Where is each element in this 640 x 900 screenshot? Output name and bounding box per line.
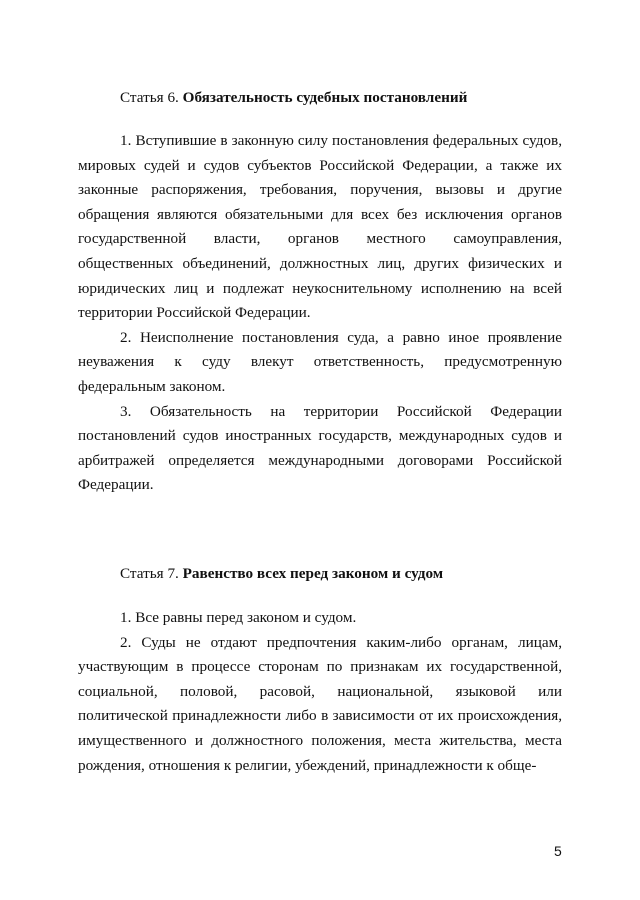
article-7-paragraph-2: 2. Суды не отдают предпочтения каким-либо органам, лицам, участвующим в процессе сторонам по признакам их государственной, социальной, половой, расовой, национальной, языковой или политической принадлежности либо в зависимости от их происхождения, имущественного и должностного положения, места жительства, места рождения, отношения к религии, убеждений, принадлежности к обще- (78, 633, 562, 774)
article-6-body (78, 129, 562, 498)
page-number: 5 (554, 843, 562, 859)
article-6-paragraph-1: 1. Вступившие в законную силу постановления федеральных судов, мировых судей и судов субъектов Российской Федерации, а также их законные распоряжения, требования, поручения, вызовы и другие обращения являются обязательными для всех без исключения органов государственной власти, органов местного самоуправления, общественных объединений, должностных лиц, других физических и юридических лиц и подлежат неукоснительному исполнению на всей территории Российской Федерации. (78, 132, 562, 322)
article-7-body (78, 606, 562, 778)
article-6-paragraph-2: 2. Неисполнение постановления суда, а равно иное проявление неуважения к суду влекут ответственность, предусмотренную федеральным законом. (78, 328, 562, 395)
article-6-heading (120, 88, 467, 108)
article-7-heading (120, 564, 443, 584)
article-6-title: Обязательность судебных постановлений (182, 89, 468, 106)
article-6-paragraph-3: 3. Обязательность на территории Российской Федерации постановлений судов иностранных государств, международных судов и арбитражей определяется международными договорами Российской Федерации. (78, 402, 562, 494)
document-page (78, 0, 562, 900)
article-7-label: Статья 7. (120, 565, 179, 582)
article-7-paragraph-1: 1. Все равны перед законом и судом. (120, 609, 357, 626)
article-6-label: Статья 6. (120, 89, 179, 106)
article-7-title: Равенство всех перед законом и судом (182, 565, 444, 582)
